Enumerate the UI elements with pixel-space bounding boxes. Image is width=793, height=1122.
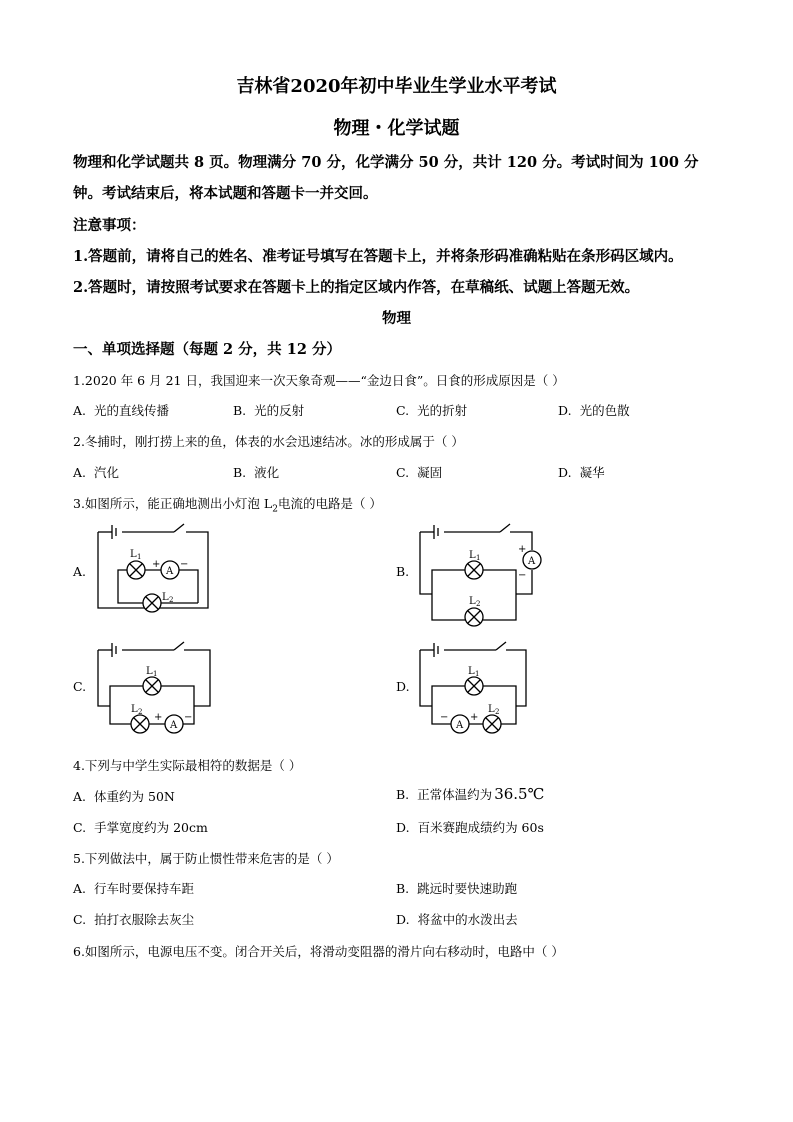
circuit-d-plus: + xyxy=(470,712,479,723)
question-2-option-c: C. 凝固 xyxy=(396,465,443,480)
circuit-a-l2-label: L xyxy=(162,592,169,603)
circuit-b-l2-sub: 2 xyxy=(476,600,481,608)
circuit-d-l1-label: L xyxy=(468,666,475,677)
question-5-stem: 5.下列做法中，属于防止惯性带来危害的是（ ） xyxy=(73,851,339,866)
question-1-option-c: C. 光的折射 xyxy=(396,403,468,418)
question-2-stem: 2.冬捕时，刚打捞上来的鱼，体表的水会迅速结冰。冰的形成属于（ ） xyxy=(73,434,464,449)
question-3-stem: 3.如图所示，能正确地测出小灯泡 $L_2$电流的电路是（ ） xyxy=(73,496,382,515)
circuit-c-l2-sub: 2 xyxy=(138,708,143,716)
circuit-c-l1-label: L xyxy=(146,666,153,677)
circuit-c-minus: − xyxy=(184,712,193,723)
page-subtitle: 物理・化学试题 xyxy=(333,118,460,139)
part-heading: 一、单项选择题（每题 2 分，共 12 分） xyxy=(73,341,341,358)
intro-line-1: 物理和化学试题共 8 页。物理满分 70 分，化学满分 50 分，共计 120 分。考试时间为 100 分 xyxy=(73,154,699,171)
circuit-b-ammeter-label: A xyxy=(528,556,536,567)
circuit-b-l2-label: L xyxy=(469,596,476,607)
question-1-option-a: A. 光的直线传播 xyxy=(73,403,170,418)
circuit-b-plus: + xyxy=(518,544,527,555)
circuit-a-minus: − xyxy=(180,559,189,570)
circuit-c-plus: + xyxy=(154,712,163,723)
question-2-option-d: D. 凝华 xyxy=(558,465,605,480)
circuit-b-l1-label: L xyxy=(469,550,476,561)
notice-heading: 注意事项： xyxy=(73,217,146,234)
question-4-option-d: D. 百米赛跑成绩约为 60s xyxy=(396,820,544,835)
circuit-d-ammeter-label: A xyxy=(456,720,464,731)
circuit-d-l1-sub: 1 xyxy=(475,670,480,678)
question-2-option-a: A. 汽化 xyxy=(73,465,120,480)
section-name: 物理 xyxy=(382,310,411,327)
question-2-option-b: B. 液化 xyxy=(233,465,280,480)
notice-1: 1.答题前，请将自己的姓名、准考证号填写在答题卡上，并将条形码准确粘贴在条形码区域内。 xyxy=(73,248,683,265)
question-4-option-b: B. 正常体温约为 36.5℃ xyxy=(396,785,545,803)
question-6-stem: 6.如图所示，电源电压不变。闭合开关后，将滑动变阻器的滑片向右移动时，电路中（ ） xyxy=(73,944,564,959)
circuit-diagram-b xyxy=(412,518,547,628)
intro-line-2: 钟。考试结束后，将本试题和答题卡一并交回。 xyxy=(73,185,378,202)
circuit-a-l1-sub: 1 xyxy=(137,553,142,561)
circuit-c-l2-label: L xyxy=(131,704,138,715)
circuit-a-l1-label: L xyxy=(130,549,137,560)
circuit-diagram-d xyxy=(412,636,537,736)
circuit-a-ammeter-label: A xyxy=(166,566,174,577)
circuit-b-l1-sub: 1 xyxy=(476,554,481,562)
circuit-b-minus: − xyxy=(518,570,527,581)
question-3-option-c: C. xyxy=(73,679,87,694)
question-5-option-d: D. 将盆中的水泼出去 xyxy=(396,912,518,927)
question-3-option-d: D. xyxy=(396,679,410,694)
circuit-c-l1-sub: 1 xyxy=(153,670,158,678)
question-5-option-c: C. 拍打衣服除去灰尘 xyxy=(73,912,195,927)
question-1-option-b: B. 光的反射 xyxy=(233,403,305,418)
question-3-option-a: A. xyxy=(73,564,87,579)
circuit-diagram-c xyxy=(90,636,215,736)
circuit-a-l2-sub: 2 xyxy=(169,596,174,604)
question-5-option-b: B. 跳远时要快速助跑 xyxy=(396,881,518,896)
notice-2: 2.答题时，请按照考试要求在答题卡上的指定区域内作答，在草稿纸、试题上答题无效。 xyxy=(73,279,640,296)
question-4-option-a: A. 体重约为 50N xyxy=(73,789,175,804)
question-4-stem: 4.下列与中学生实际最相符的数据是（ ） xyxy=(73,758,302,773)
circuit-d-minus: − xyxy=(440,712,449,723)
circuit-d-l2-label: L xyxy=(488,704,495,715)
question-5-option-a: A. 行车时要保持车距 xyxy=(73,881,195,896)
circuit-diagram-a xyxy=(90,518,215,614)
circuit-d-l2-sub: 2 xyxy=(495,708,500,716)
page-title: 吉林省2020年初中毕业生学业水平考试 xyxy=(236,76,557,97)
question-1-option-d: D. 光的色散 xyxy=(558,403,630,418)
circuit-c-ammeter-label: A xyxy=(170,720,178,731)
question-3-option-b: B. xyxy=(396,564,410,579)
circuit-a-plus: + xyxy=(152,559,161,570)
question-1-stem: 1.2020 年 6 月 21 日，我国迎来一次天象奇观——“金边日食”。日食的形成原因是（ ） xyxy=(73,373,565,388)
question-4-option-c: C. 手掌宽度约为 20cm xyxy=(73,820,208,835)
